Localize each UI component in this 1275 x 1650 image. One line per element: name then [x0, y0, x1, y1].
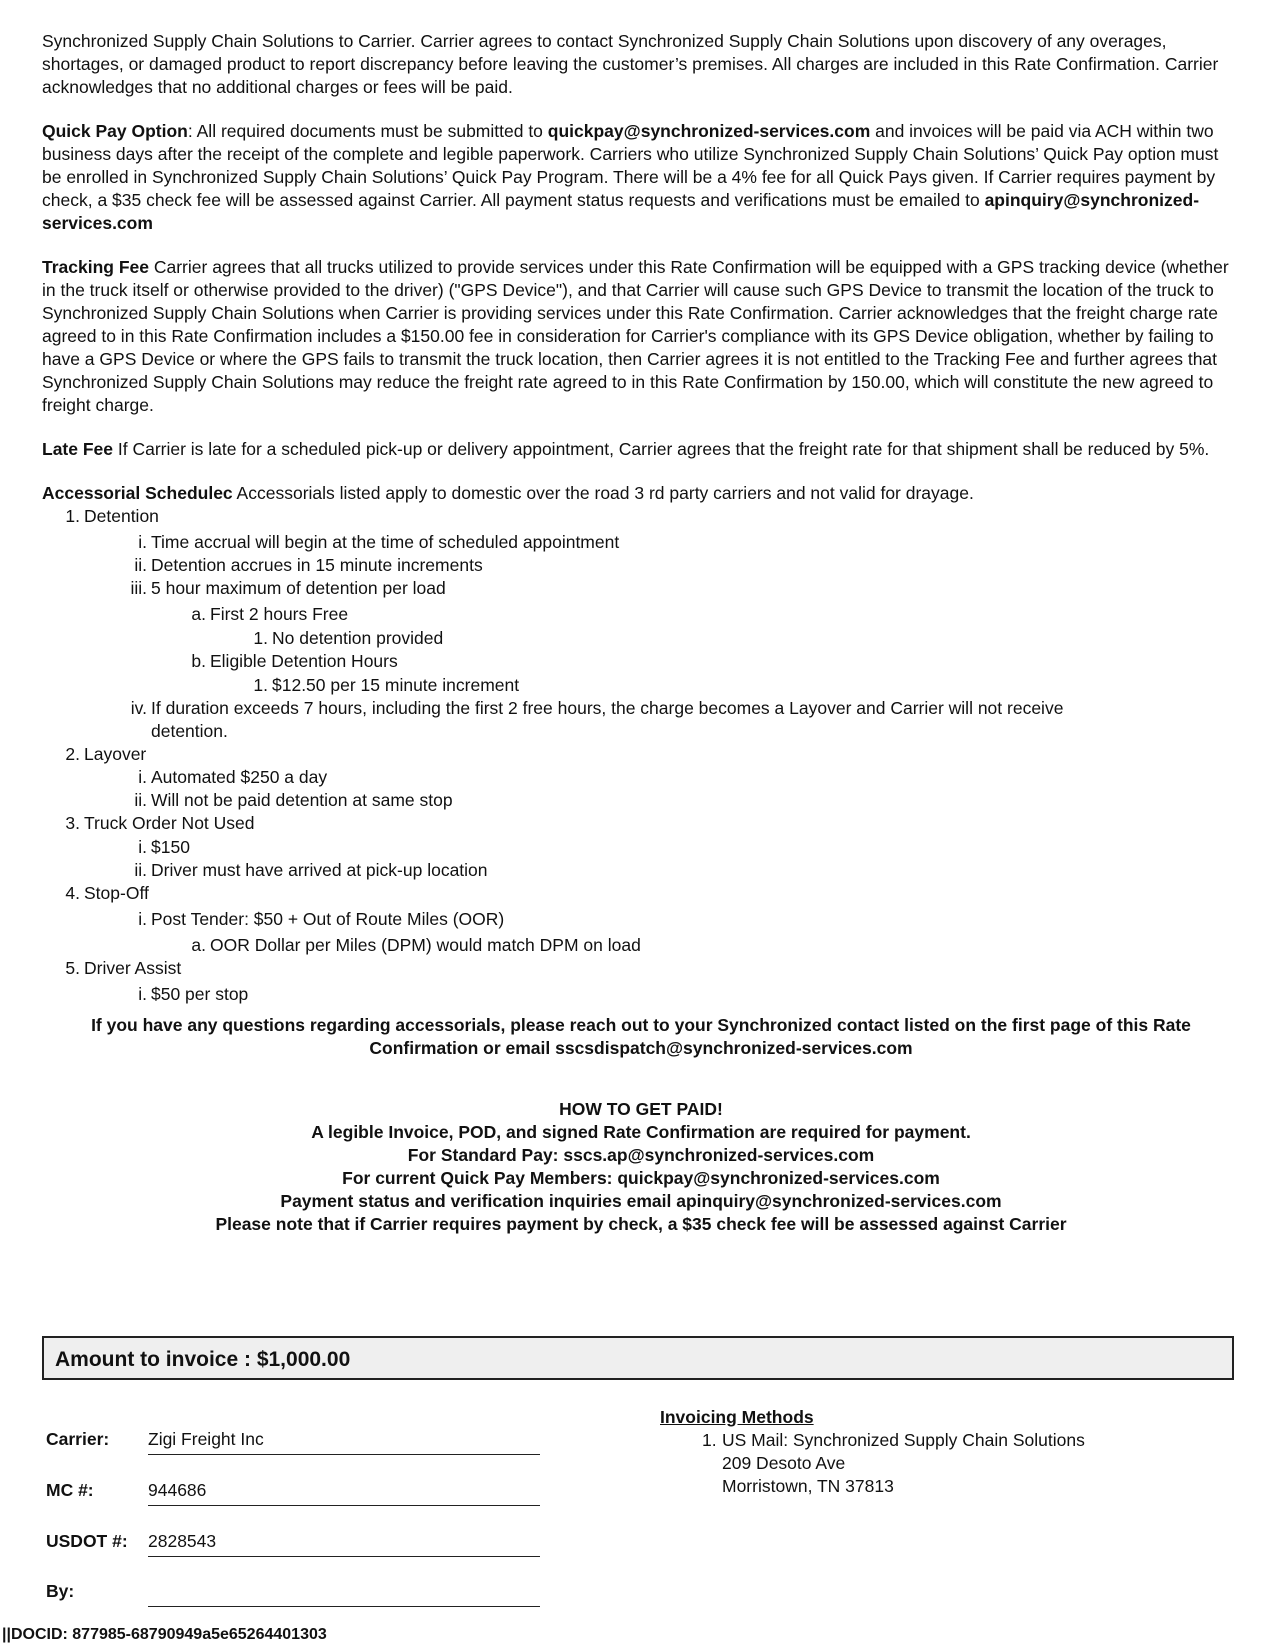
accessorial-item	[42, 957, 1240, 980]
accessorial-item	[42, 650, 1240, 673]
accessorial-item	[42, 603, 1240, 626]
accessorial-item-text: Layover	[84, 744, 147, 764]
accessorial-list	[42, 505, 1240, 1006]
accessorial-item	[42, 882, 1240, 905]
accessorial-item-number: i.	[138, 767, 147, 787]
mc-field	[46, 1479, 546, 1509]
accessorial-item-number: ii.	[134, 555, 147, 575]
accessorial-item	[42, 934, 1240, 957]
paid-line: HOW TO GET PAID!	[559, 1099, 723, 1119]
usdot-field	[46, 1530, 546, 1560]
accessorial-section: Accessorial Schedulec Accessorials listed apply to domestic over the road 3 rd party carriers and not valid for drayage. 1. Detention i. Time accrual will begin at the time of scheduled appointment ii. Detention accrues in 15 minute increments iii. 5 hour maximum of detention per load a. First 2 hours Free 1. No detention provided b. Eligible Detention Hours 1. $12.50 per 15 minute increment iv. If duration exceeds 7 hours, including the first 2 free hours, the charge becomes a Layover and Carrier will not receive detention. 2. Layover i. Automated $250 a day ii. Will not be paid detention at same stop 3. Truck Order Not Used i. $150 ii. Driver must have arrived at pick-up location 4. Stop-Off i. Post Tender: $50 + Out of Route Miles (OOR) a. OOR Dollar per Miles (DPM) would match DPM on load 5. Driver Assist i. $50 per stop	[42, 482, 1240, 1006]
tracking-fee-paragraph: Tracking Fee Carrier agrees that all trucks utilized to provide services under this Rate Confirmation will be equipped with a GPS tracking device (whether in the truck itself or otherwise provided to the driver) ("GPS Device"), and that Carrier will cause such GPS Device to transmit the location of the truck to Synchronized Supply Chain Solutions when Carrier is providing services under this Rate Confirmation. Carrier acknowledges that the freight charge rate agreed to in this Rate Confirmation includes a $150.00 fee in consideration for Carrier's compliance with its GPS Device obligation, whether by failing to have a GPS Device or where the GPS fails to transmit the truck location, then Carrier agrees it is not entitled to the Tracking Fee and further agrees that Synchronized Supply Chain Solutions may reduce the freight rate agreed to in this Rate Confirmation by 150.00, which will constitute the new agreed to freight charge.	[42, 257, 1229, 415]
accessorial-item-text: Stop-Off	[84, 883, 149, 903]
invoicing-line: Morristown, TN 37813	[722, 1476, 894, 1496]
paid-line: A legible Invoice, POD, and signed Rate Confirmation are required for payment.	[311, 1122, 971, 1142]
apinquiry-email-link[interactable]: apinquiry@synchronized-services.com	[42, 190, 1200, 233]
tracking-fee-label: Tracking Fee	[42, 257, 149, 277]
accessorial-item	[42, 859, 1240, 882]
accessorial-item	[42, 836, 1240, 859]
carrier-field	[46, 1428, 546, 1458]
quick-pay-paragraph: Quick Pay Option: All required documents must be submitted to quickpay@synchronized-services.com and invoices will be paid via ACH within two business days after the receipt of the complete and legible paperwork. Carriers who utilize Synchronized Supply Chain Solutions’ Quick Pay option must be enrolled in Synchronized Supply Chain Solutions’ Quick Pay Program. There will be a 4% fee for all Quick Pays given. If Carrier requires payment by check, a $35 check fee will be assessed against Carrier. All payment status requests and verifications must be emailed to apinquiry@synchronized-services.com	[42, 121, 1219, 233]
invoicing-methods-title: Invoicing Methods	[660, 1407, 814, 1427]
document-id: ||DOCID: 877985-68790949a5e65264401303	[2, 1626, 327, 1643]
invoicing-number: 1.	[702, 1430, 717, 1450]
late-fee-label: Late Fee	[42, 439, 113, 459]
accessorial-item	[42, 812, 1240, 835]
accessorial-item-number: 2.	[65, 744, 80, 764]
late-fee-paragraph: Late Fee If Carrier is late for a scheduled pick-up or delivery appointment, Carrier agrees that the freight rate for that shipment shall be reduced by 5%.	[42, 439, 1210, 459]
accessorial-item-number: 1.	[253, 675, 268, 695]
intro-paragraph: Synchronized Supply Chain Solutions to Carrier. Carrier agrees to contact Synchronized Supply Chain Solutions upon discovery of any overages, shortages, or damaged product to report discrepancy before leaving the customer’s premises. All charges are included in this Rate Confirmation. Carrier acknowledges that no additional charges or fees will be paid.	[42, 31, 1219, 97]
accessorial-item-text: 5 hour maximum of detention per load	[151, 578, 446, 598]
accessorial-item-number: a.	[191, 935, 206, 955]
amount-to-invoice: Amount to invoice : $1,000.00	[55, 1348, 351, 1371]
accessorial-item-number: i.	[138, 909, 147, 929]
accessorial-item	[42, 674, 1240, 697]
accessorial-item	[42, 766, 1240, 789]
questions-note: If you have any questions regarding accessorials, please reach out to your Synchronized contact listed on the first page of this Rate Confirmation or email sscsdispatch@synchronized-services.com	[91, 1015, 1191, 1058]
accessorial-label: Accessorial Schedulec	[42, 483, 233, 503]
amount-to-invoice-box	[42, 1336, 1234, 1380]
accessorial-item-text: Truck Order Not Used	[84, 813, 255, 833]
paid-line: Payment status and verification inquiries email apinquiry@synchronized-services.com	[280, 1191, 1002, 1211]
accessorial-item	[42, 627, 1240, 650]
accessorial-item-number: i.	[138, 532, 147, 552]
invoicing-methods	[660, 1406, 1220, 1498]
paid-line: For current Quick Pay Members: quickpay@synchronized-services.com	[342, 1168, 940, 1188]
paid-line: For Standard Pay: sscs.ap@synchronized-services.com	[407, 1145, 875, 1165]
accessorial-item-text: First 2 hours Free	[210, 604, 349, 624]
accessorial-item-text: $12.50 per 15 minute increment	[272, 675, 520, 695]
accessorial-item	[42, 743, 1240, 766]
accessorial-item-text: Driver must have arrived at pick-up location	[151, 860, 488, 880]
quick-pay-label: Quick Pay Option	[42, 121, 188, 141]
accessorial-item	[42, 697, 1240, 743]
accessorial-item-text: $150	[151, 837, 190, 857]
accessorial-item-text: OOR Dollar per Miles (DPM) would match DPM on load	[210, 935, 641, 955]
accessorial-item-number: ii.	[134, 860, 147, 880]
accessorial-item-text: Eligible Detention Hours	[210, 651, 398, 671]
usdot-value: 2828543	[148, 1530, 540, 1557]
accessorial-item-number: 3.	[65, 813, 80, 833]
document-body	[42, 30, 1240, 1236]
accessorial-item	[42, 789, 1240, 812]
accessorial-item-number: i.	[138, 984, 147, 1004]
accessorial-item-number: 4.	[65, 883, 80, 903]
accessorial-item	[42, 908, 1240, 931]
accessorial-item	[42, 531, 1240, 554]
accessorial-item	[42, 577, 1240, 600]
accessorial-item	[42, 505, 1240, 528]
by-label: By:	[46, 1581, 75, 1601]
how-to-get-paid	[42, 1098, 1240, 1236]
accessorial-item-number: i.	[138, 837, 147, 857]
accessorial-item	[42, 983, 1240, 1006]
mc-label: MC #:	[46, 1480, 94, 1500]
accessorial-item-text: Driver Assist	[84, 958, 182, 978]
signature-line	[148, 1580, 540, 1607]
accessorial-item-text: Automated $250 a day	[151, 767, 328, 787]
accessorial-item-text: Post Tender: $50 + Out of Route Miles (OOR)	[151, 909, 505, 929]
accessorial-item-text: $50 per stop	[151, 984, 249, 1004]
paid-line: Please note that if Carrier requires payment by check, a $35 check fee will be assessed against Carrier	[215, 1214, 1067, 1234]
accessorial-item-text: Will not be paid detention at same stop	[151, 790, 453, 810]
accessorial-item-text: If duration exceeds 7 hours, including the first 2 free hours, the charge becomes a Layover and Carrier will not receive detention.	[151, 698, 1064, 741]
mc-value: 944686	[148, 1479, 540, 1506]
by-field	[46, 1580, 546, 1610]
accessorial-item-number: b.	[191, 651, 206, 671]
carrier-value: Zigi Freight Inc	[148, 1428, 540, 1455]
accessorial-item-text: Detention	[84, 506, 159, 526]
usdot-label: USDOT #:	[46, 1531, 128, 1551]
accessorial-item-number: 5.	[65, 958, 80, 978]
accessorial-item-number: iv.	[130, 698, 147, 718]
invoicing-line: 209 Desoto Ave	[722, 1453, 846, 1473]
accessorial-item-number: ii.	[134, 790, 147, 810]
accessorial-item-text: No detention provided	[272, 628, 444, 648]
carrier-label: Carrier:	[46, 1429, 110, 1449]
accessorial-item	[42, 554, 1240, 577]
accessorial-item-number: a.	[191, 604, 206, 624]
accessorial-item-text: Time accrual will begin at the time of scheduled appointment	[151, 532, 620, 552]
accessorial-item-number: 1.	[65, 506, 80, 526]
accessorial-item-text: Detention accrues in 15 minute increments	[151, 555, 483, 575]
quickpay-email-link[interactable]: quickpay@synchronized-services.com	[547, 121, 871, 141]
invoicing-line: US Mail: Synchronized Supply Chain Solutions	[722, 1430, 1085, 1450]
accessorial-item-number: iii.	[130, 578, 147, 598]
accessorial-item-number: 1.	[253, 628, 268, 648]
